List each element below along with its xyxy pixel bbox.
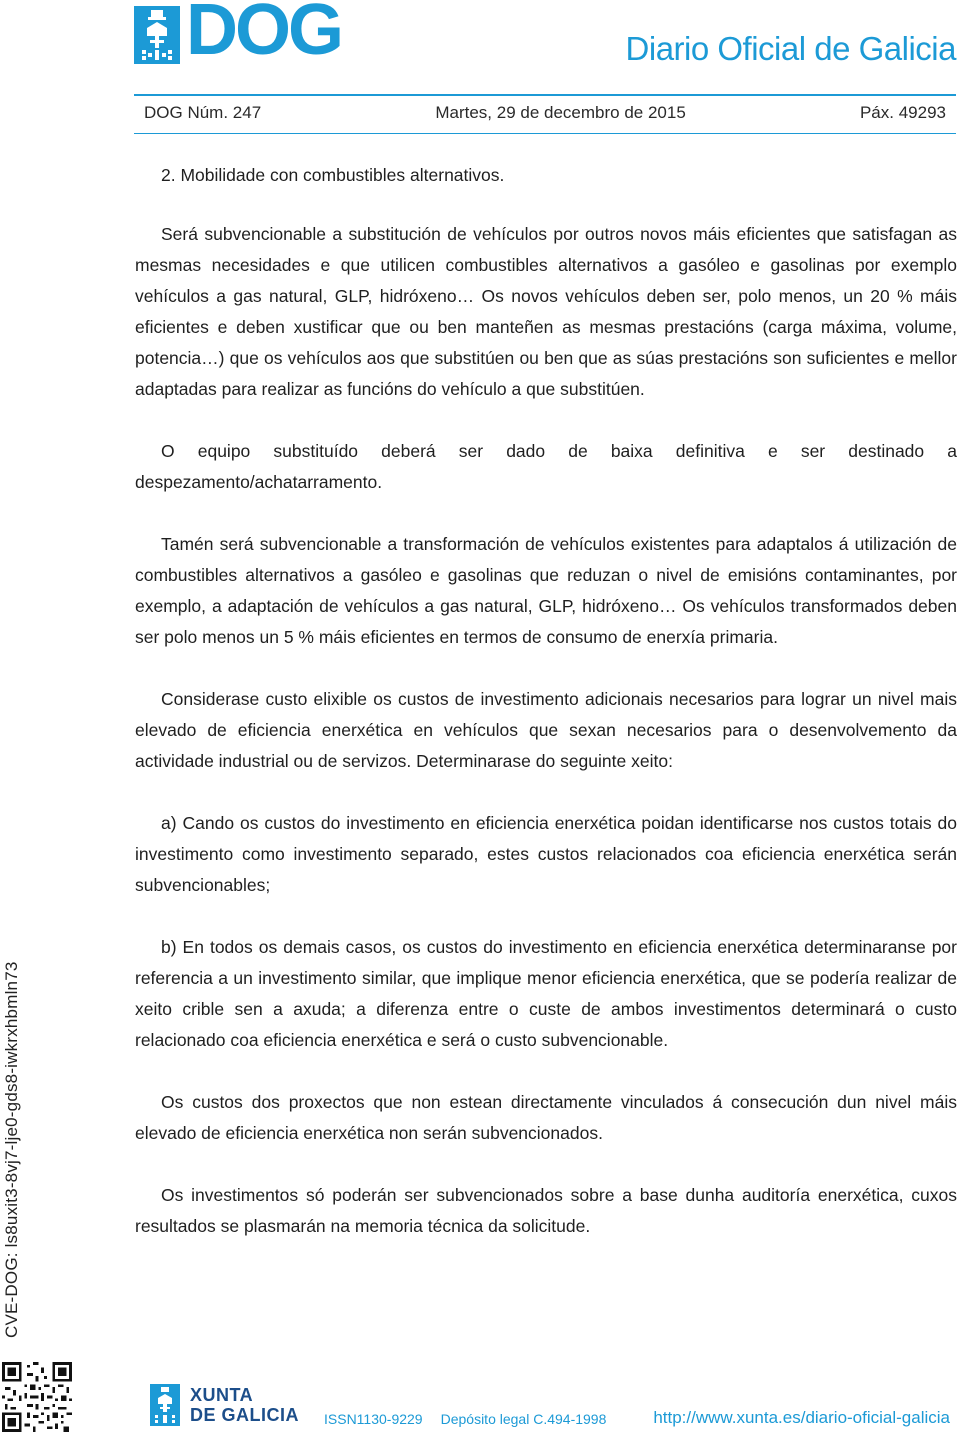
deposito-legal: Depósito legal C.494-1998 — [440, 1411, 607, 1427]
qr-code-icon — [2, 1362, 72, 1432]
xunta-logo — [150, 1384, 310, 1428]
header-divider — [134, 94, 956, 96]
paragraph: a) Cando os custos do investimento en eficiencia enerxética poidan identificarse nos custos totais do investimento como investimento separado, estes custos relacionados coa eficiencia enerxética serán subvencionables; — [135, 813, 957, 895]
xunta-crest-icon — [150, 1384, 180, 1426]
issue-date: Martes, 29 de decembro de 2015 — [435, 103, 686, 122]
paragraph: Considerase custo elixible os custos de investimento adicionais necesarios para lograr un nivel mais elevado de eficiencia enerxética en vehículos que sexan necesarios para o desenvolvemento da actividade industrial ou de servizos. Determinarase do seguinte xeito: — [135, 689, 957, 771]
xunta-wordmark — [190, 1385, 299, 1425]
paragraph: b) En todos os demais casos, os custos do investimento en eficiencia enerxética determinaranse por referencia a un investimento similar, que implique menor eficiencia enerxética, que se podería realizar de xeito crible sen a axuda; a diferenza entre o custe de ambos investimentos determinará o custo relacionado coa eficiencia enerxética e será o custo subvencionable. — [135, 937, 957, 1050]
section-heading: 2. Mobilidade con combustibles alternativos. — [161, 165, 505, 185]
issue-number: DOG Núm. 247 — [144, 103, 262, 122]
xunta-line1: XUNTA — [190, 1385, 254, 1405]
header-meta-divider — [134, 133, 956, 134]
document-body — [135, 160, 957, 1273]
cve-code: CVE-DOG: ls8uxit3-8vj7-lje0-gds8-iwkrxhbmln73 — [2, 961, 21, 1338]
xunta-line2: DE GALICIA — [190, 1405, 300, 1425]
galicia-crest-icon — [134, 6, 180, 64]
page-number: Páx. 49293 — [859, 103, 946, 122]
masthead — [134, 0, 956, 70]
publication-title: Diario Oficial de Galicia — [625, 30, 956, 67]
footer-info — [324, 1411, 606, 1427]
footer-url-link[interactable]: http://www.xunta.es/diario-oficial-galicia — [653, 1408, 950, 1427]
issue-info-bar — [134, 103, 956, 129]
paragraph: O equipo substituído deberá ser dado de baixa definitiva e ser destinado a despezamento/achatarramento. — [135, 441, 957, 492]
paragraph: Tamén será subvencionable a transformación de vehículos existentes para adaptalos á utilización de combustibles alternativos a gasóleo e gasolinas que reduzan o nivel de emisións contaminantes, por exemplo, a adaptación de vehículos a gas natural, GLP, hidróxeno… Os vehículos transformados deben ser polo menos un 5 % máis eficientes en termos de consumo de enerxía primaria. — [135, 534, 957, 647]
paragraph: Os custos dos proxectos que non estean directamente vinculados á consecución dun nivel máis elevado de eficiencia enerxética non serán subvencionados. — [135, 1092, 957, 1143]
paragraph: Os investimentos só poderán ser subvencionados sobre a base dunha auditoría enerxética, cuxos resultados se plasmarán na memoria técnica da solicitude. — [135, 1185, 957, 1236]
paragraph: Será subvencionable a substitución de vehículos por outros novos máis eficientes que satisfagan as mesmas necesidades e que utilicen combustibles alternativos a gasóleo e gasolinas por exemplo vehículos a gas natural, GLP, hidróxeno… Os novos vehículos deben ser, polo menos, un 20 % máis eficientes e deben xustificar que ou ben manteñen as mesmas prestacións (carga máxima, volume, potencia…) que os vehículos aos que substitúen ou ben que as súas prestacións son suficientes e mellor adaptadas para realizar as funcións do vehículo a que substitúen. — [135, 224, 957, 399]
issn: ISSN1130-9229 — [324, 1411, 423, 1427]
dog-logo: DOG — [186, 0, 342, 70]
